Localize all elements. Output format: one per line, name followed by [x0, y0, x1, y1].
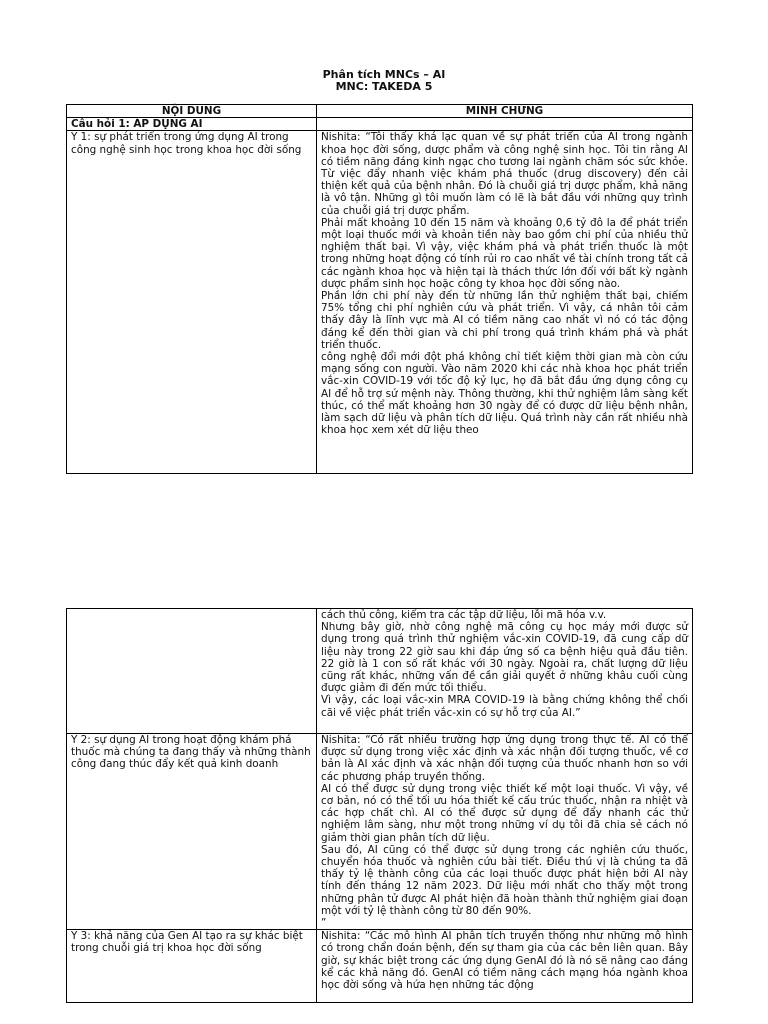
- table-row: [67, 131, 693, 474]
- evidence-paragraph: Phải mất khoảng 10 đến 15 năm và khoảng 0,6 tỷ đô la để phát triển một loại thuốc mới và khoản tiền này bao gồm chi phí của nhiều thử nghiệm thất bại. Vì vậy, việc khám phá và phát triển thuốc là một trong những hoạt động có tính rủi ro cao nhất về tài chính trong tất cả các ngành khoa học và hiện tại là thách thức lớn đối với bất kỳ ngành dược phẩm sinh học hoặc công ty khoa học đời sống nào.: [321, 216, 688, 290]
- evidence-table-continued: [66, 608, 693, 1003]
- table-row: [67, 734, 693, 930]
- evidence-paragraph: cách thủ công, kiểm tra các tập dữ liệu, lỗi mã hóa v.v.: [321, 609, 607, 621]
- evidence-table: [66, 104, 693, 474]
- evidence-paragraph: Nishita: “Có rất nhiều trường hợp ứng dụng trong thực tế. AI có thể được sử dụng trong việc xác định và xác nhận đối tượng thuốc, về cơ bản là AI xác định và xác nhận đối tượng của thuốc nhanh hơn so với các phương pháp truyền thống.: [321, 734, 688, 783]
- table-header-row: [67, 105, 693, 118]
- evidence-paragraph: Nhưng bây giờ, nhờ công nghệ mã công cụ học máy mới được sử dụng trong quá trình thử nghiệm vắc-xin COVID-19, đã cung cấp dữ liệu này trong 22 giờ sau khi đáp ứng số ca bệnh hiệu quả đầu tiên. 22 giờ là 1 con số rất khác với 30 ngày. Ngoài ra, chất lượng dữ liệu cũng rất khác, những vấn đề cần giải quyết ở những khâu cuối cùng được giảm đi đến mức tối thiểu.: [321, 621, 688, 695]
- table-row: [67, 609, 693, 734]
- question-cell-empty: [67, 609, 317, 734]
- evidence-paragraph: công nghệ đổi mới đột phá không chỉ tiết kiệm thời gian mà còn cứu mạng sống con người. Vào năm 2020 khi các nhà khoa học phát triển vắc-xin COVID-19 với tốc độ kỷ lục, họ đã bắt đầu ứng dụng công cụ AI để hỗ trợ sứ mệnh này. Thông thường, khi thử nghiệm lâm sàng kết thúc, có thể mất khoảng hơn 30 ngày để có được dữ liệu bệnh nhân, làm sạch dữ liệu và phân tích dữ liệu. Quá trình này cần rất nhiều nhà khoa học xem xét dữ liệu theo: [321, 351, 688, 437]
- header-evidence: MINH CHỨNG: [317, 105, 693, 118]
- evidence-paragraph: Nishita: “Tôi thấy khá lạc quan về sự phát triển của AI trong ngành khoa học đời sống, dược phẩm và công nghệ sinh học. Tôi tin rằng AI có tiềm năng đáng kinh ngạc cho tương lai ngành chăm sóc sức khỏe. Từ việc đẩy nhanh việc khám phá thuốc (drug discovery) đến cải thiện kết quả của bệnh nhân. Đó là chuỗi giá trị dược phẩm, khả năng là vô tận. Những gì tôi muốn làm có lẽ là bắt đầu với những quy trình của chuỗi giá trị dược phẩm.: [321, 131, 688, 217]
- question-cell: Y 1: sự phát triển trong ứng dụng AI trong công nghệ sinh học trong khoa học đời sống: [67, 131, 317, 474]
- question-cell: Y 2: sự dụng AI trong hoạt động khám phá thuốc mà chúng ta đang thấy và những thành công đang thúc đẩy kết quả kinh doanh: [67, 734, 317, 930]
- section-row: [67, 118, 693, 131]
- evidence-cell: [317, 734, 693, 930]
- table-row: [67, 930, 693, 1003]
- evidence-paragraph: Sau đó, AI cũng có thể được sử dụng trong các nghiên cứu thuốc, chuyển hóa thuốc và nghiên cứu bài tiết. Điều thú vị là chúng ta đã thấy tỷ lệ thành công của các loại thuốc được phát hiện bởi AI này tính đến tháng 12 năm 2023. Dữ liệu mới nhất cho thấy một trong những phân tử được AI phát hiện đã hoàn thành thử nghiệm giai đoạn một với tỷ lệ thành công từ 80 đến 90%.: [321, 843, 688, 917]
- evidence-cell: [317, 609, 693, 734]
- evidence-paragraph: Vì vậy, các loại vắc-xin MRA COVID-19 là bằng chứng không thể chối cãi về việc phát triển vắc-xin có sự hỗ trợ của AI.”: [321, 694, 688, 719]
- evidence-cell: [317, 131, 693, 474]
- section-title: Câu hỏi 1: ÁP DỤNG AI: [67, 118, 317, 131]
- evidence-paragraph: ”: [321, 917, 327, 930]
- section-empty-cell: [317, 118, 693, 131]
- evidence-paragraph: AI có thể được sử dụng trong việc thiết kế một loại thuốc. Vì vậy, về cơ bản, nó có thể tối ưu hóa thiết kế cấu trúc thuốc, nhận ra nhiệt và các hợp chất chì. AI có thể được sử dụng để đẩy nhanh các thử nghiệm lâm sàng, như một trong những ví dụ tôi đã chia sẻ cách nó giảm thời gian phân tích dữ liệu.: [321, 782, 688, 844]
- header-content: NỘI DUNG: [67, 105, 317, 118]
- document-subtitle: MNC: TAKEDA 5: [335, 80, 433, 93]
- evidence-paragraph: Nishita: “Các mô hình AI phân tích truyền thống như những mô hình có trong chẩn đoán bệnh, đến sự tham gia của các bên liên quan. Bây giờ, sự khác biệt trong các ứng dụng GenAI đó là nó sẽ nâng cao đáng kể các khả năng đó. GenAI có tiềm năng cách mạng hóa ngành khoa học đời sống và hứa hẹn những tác động: [321, 930, 688, 992]
- evidence-cell: [317, 930, 693, 1003]
- document-title: Phân tích MNCs – AI: [322, 68, 446, 81]
- evidence-paragraph: Phần lớn chi phí này đến từ những lần thử nghiệm thất bại, chiếm 75% tổng chi phí nghiên cứu và phát triển. Vì vậy, cá nhân tôi cảm thấy đây là lĩnh vực mà AI có tiềm năng cao nhất vì nó có tác động đáng kể đến thời gian và chi phí trong quá trình khám phá và phát triển thuốc.: [321, 290, 688, 351]
- question-cell: Y 3: khả năng của Gen AI tạo ra sự khác biệt trong chuỗi giá trị khoa học đời sống: [67, 930, 317, 1003]
